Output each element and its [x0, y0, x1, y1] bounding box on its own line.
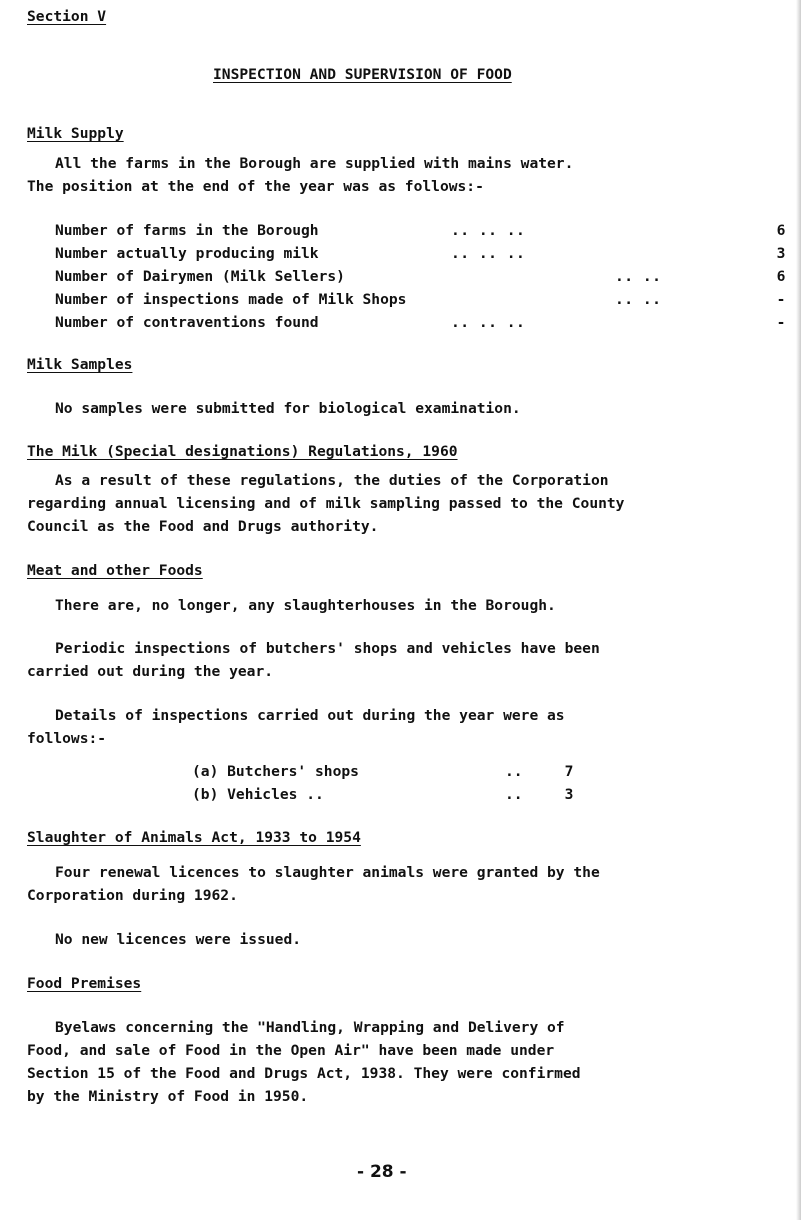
row-label: Number of inspections made of Milk Shops [55, 291, 407, 308]
special-designations-line-3: Council as the Food and Drugs authority. [27, 518, 379, 535]
row-leaders: .. .. .. [451, 245, 526, 262]
row-label: Number of contraventions found [55, 314, 319, 331]
row-label: Number of farms in the Borough [55, 222, 319, 239]
item-leaders: .. [505, 763, 523, 780]
row-leaders: .. .. .. [451, 314, 526, 331]
milk-supply-intro-line-1: All the farms in the Borough are supplied with mains water. [55, 155, 574, 172]
premises-line-3: Section 15 of the Food and Drugs Act, 1938. They were confirmed [27, 1065, 581, 1082]
slaughter-paragraph-1-line-1: Four renewal licences to slaughter animals were granted by the [55, 864, 600, 881]
item-label: (b) Vehicles .. [192, 786, 324, 803]
slaughter-paragraph-1-line-2: Corporation during 1962. [27, 887, 238, 904]
page-number: - 28 - [357, 1162, 407, 1182]
row-leaders: .. .. [615, 291, 662, 308]
item-value: 7 [564, 763, 574, 780]
special-designations-heading: The Milk (Special designations) Regulations, 1960 [27, 443, 458, 460]
item-leaders: .. [505, 786, 523, 803]
special-designations-line-2: regarding annual licensing and of milk sampling passed to the County [27, 495, 625, 512]
row-value: - [776, 314, 786, 331]
premises-line-2: Food, and sale of Food in the Open Air" have been made under [27, 1042, 555, 1059]
premises-heading: Food Premises [27, 975, 142, 992]
meat-paragraph-3-line-2: follows:- [27, 730, 107, 747]
page-edge-shadow [796, 0, 801, 1220]
premises-line-4: by the Ministry of Food in 1950. [27, 1088, 309, 1105]
milk-supply-intro-line-2: The position at the end of the year was as follows:- [27, 178, 484, 195]
special-designations-line-1: As a result of these regulations, the duties of the Corporation [55, 472, 609, 489]
row-label: Number of Dairymen (Milk Sellers) [55, 268, 345, 285]
meat-paragraph-2-line-2: carried out during the year. [27, 663, 274, 680]
slaughter-heading: Slaughter of Animals Act, 1933 to 1954 [27, 829, 361, 846]
item-label: (a) Butchers' shops [192, 763, 359, 780]
section-label: Section V [27, 8, 107, 25]
meat-paragraph-3-line-1: Details of inspections carried out during the year were as [55, 707, 565, 724]
row-value: 3 [776, 245, 786, 262]
row-leaders: .. .. .. [451, 222, 526, 239]
meat-paragraph-1: There are, no longer, any slaughterhouses in the Borough. [55, 597, 556, 614]
item-value: 3 [564, 786, 574, 803]
row-value: 6 [776, 222, 786, 239]
milk-samples-text: No samples were submitted for biological examination. [55, 400, 521, 417]
meat-heading: Meat and other Foods [27, 562, 203, 579]
row-label: Number actually producing milk [55, 245, 319, 262]
row-value: - [776, 291, 786, 308]
row-leaders: .. .. [615, 268, 662, 285]
premises-line-1: Byelaws concerning the "Handling, Wrapping and Delivery of [55, 1019, 565, 1036]
meat-paragraph-2-line-1: Periodic inspections of butchers' shops and vehicles have been [55, 640, 600, 657]
slaughter-paragraph-2: No new licences were issued. [55, 931, 302, 948]
milk-samples-heading: Milk Samples [27, 356, 133, 373]
main-title: INSPECTION AND SUPERVISION OF FOOD [213, 66, 512, 83]
milk-supply-heading: Milk Supply [27, 125, 124, 142]
row-value: 6 [776, 268, 786, 285]
